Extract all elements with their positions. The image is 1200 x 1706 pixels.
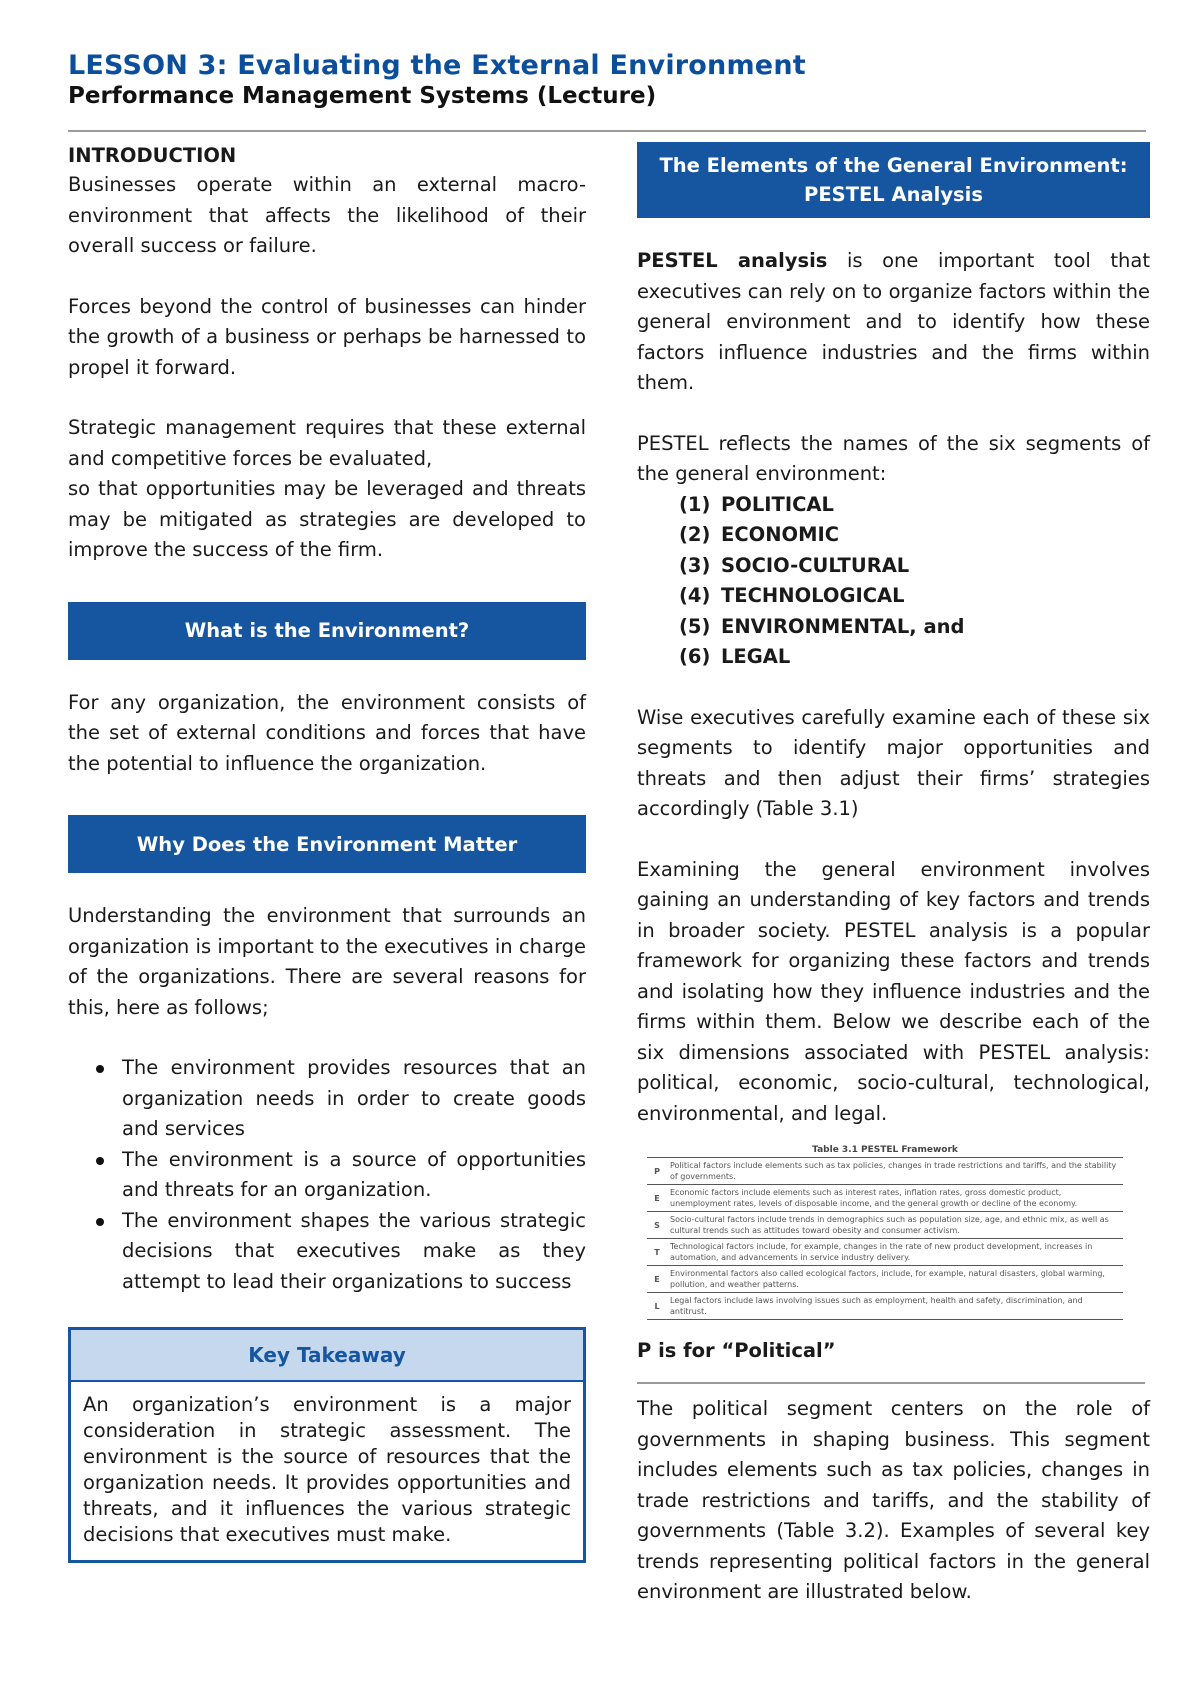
environment-matters-paragraph: Understanding the environment that surrounds an organization is important to the executives in charge of the organizations. There are several reasons for this, here as follows; [68,904,586,1019]
list-item: (5) ENVIRONMENTAL, and [679,614,965,638]
pestel-table [647,1157,1123,1320]
lesson-title: LESSON 3: Evaluating the External Environment [68,50,806,81]
political-heading: P is for “Political” [637,1339,836,1362]
page-header [68,50,1148,110]
bullet-icon [96,1218,104,1226]
table-row: E Environmental factors also called ecological factors, include, for example, natural disasters, global warming, pollution, and weather patterns. [647,1266,1123,1293]
pestel-table-figure [647,1143,1123,1320]
segments-list [637,490,1150,673]
pestel-heading-box [637,142,1150,218]
segments-intro: PESTEL reflects the names of the six segments of the general environment: [637,431,1150,485]
intro-paragraph-1: Businesses operate within an external macro-environment that affects the likelihood of their overall success or failure. [68,173,586,257]
what-is-environment-heading: What is the Environment? [68,602,586,660]
table-row: E Economic factors include elements such as interest rates, inflation rates, gross domestic product, unemployment rates, levels of disposable income, and the general growth or decline of the economy. [647,1185,1123,1212]
course-subtitle: Performance Management Systems (Lecture) [68,83,657,109]
key-takeaway-body: An organization’s environment is a major consideration in strategic assessment. The environment is the source of resources that the organization needs. It provides opportunities and threats, and it influences the various strategic decisions that executives must make. [83,1393,571,1546]
table-caption: Table 3.1 PESTEL Framework [812,1145,958,1155]
political-paragraph: The political segment centers on the role of governments in shaping business. This segment includes elements such as tax policies, changes in trade restrictions and tariffs, and the stability of governments (Table 3.2). Examples of several key trends representing political factors in the general environment are illustrated below. [637,1397,1150,1603]
list-item: (3) SOCIO-CULTURAL [679,553,910,577]
table-row: L Legal factors include laws involving issues such as employment, health and safety, discrimination, and antitrust. [647,1293,1123,1320]
bullet-icon [96,1157,104,1165]
pestel-intro-paragraph: PESTEL analysis is one important tool that executives can rely on to organize factors within the general environment and to identify how these factors influence industries and the firms within them. [637,249,1150,394]
right-column [637,142,1150,1608]
list-item: The environment provides resources that an organization needs in order to create goods and services [68,1053,586,1145]
list-item: (4) TECHNOLOGICAL [679,584,905,607]
intro-heading: INTRODUCTION [68,144,237,167]
wise-executives-paragraph: Wise executives carefully examine each of these six segments to identify major opportunities and threats and then adjust their firms’ strategies accordingly (Table 3.1) [637,705,1150,820]
bullet-icon [96,1065,104,1073]
table-row: T Technological factors include, for example, changes in the rate of new product development, increases in automation, and advancements in service industry delivery. [647,1239,1123,1266]
why-environment-matters-heading: Why Does the Environment Matter [68,815,586,873]
list-item: (1) POLITICAL [679,492,834,516]
table-row: S Socio-cultural factors include trends in demographics such as population size, age, and ethnic mix, as well as cultural trends such as attitudes toward obesity and consumer activism. [647,1212,1123,1239]
reasons-list [68,1053,586,1297]
key-takeaway-title: Key Takeaway [71,1330,583,1382]
intro-paragraph-2: Forces beyond the control of businesses can hinder the growth of a business or perhaps be harnessed to propel it forward. [68,294,586,379]
list-item: (2) ECONOMIC [679,523,840,546]
list-item: The environment shapes the various strategic decisions that executives make as they attempt to lead their organizations to success [68,1206,586,1298]
pestel-heading-line1: The Elements of the General Environment: [659,154,1128,177]
left-column [68,142,586,1563]
pestel-heading-line2: PESTEL Analysis [804,183,983,206]
list-item: (6) LEGAL [679,645,791,668]
intro-paragraph-3b: so that opportunities may be leveraged and threats may be mitigated as strategies are developed to improve the success of the firm. [68,477,586,561]
table-row: P Political factors include elements such as tax policies, changes in trade restrictions and tariffs, and the stability of governments. [647,1158,1123,1185]
examining-paragraph: Examining the general environment involves gaining an understanding of key factors and trends in broader society. PESTEL analysis is a popular framework for organizing these factors and trends and isolating how they influence industries and the firms within them. Below we describe each of the six dimensions associated with PESTEL analysis: political, economic, socio-cultural, technological, environmental, and legal. [637,857,1150,1125]
pestel-term: PESTEL analysis [637,249,828,272]
header-divider [68,130,1146,132]
list-item: The environment is a source of opportunities and threats for an organization. [68,1145,586,1206]
key-takeaway-box [68,1327,586,1563]
environment-definition: For any organization, the environment consists of the set of external conditions and forces that have the potential to influence the organization. [68,690,586,775]
intro-paragraph-3a: Strategic management requires that these external and competitive forces be evaluated, [68,416,586,470]
